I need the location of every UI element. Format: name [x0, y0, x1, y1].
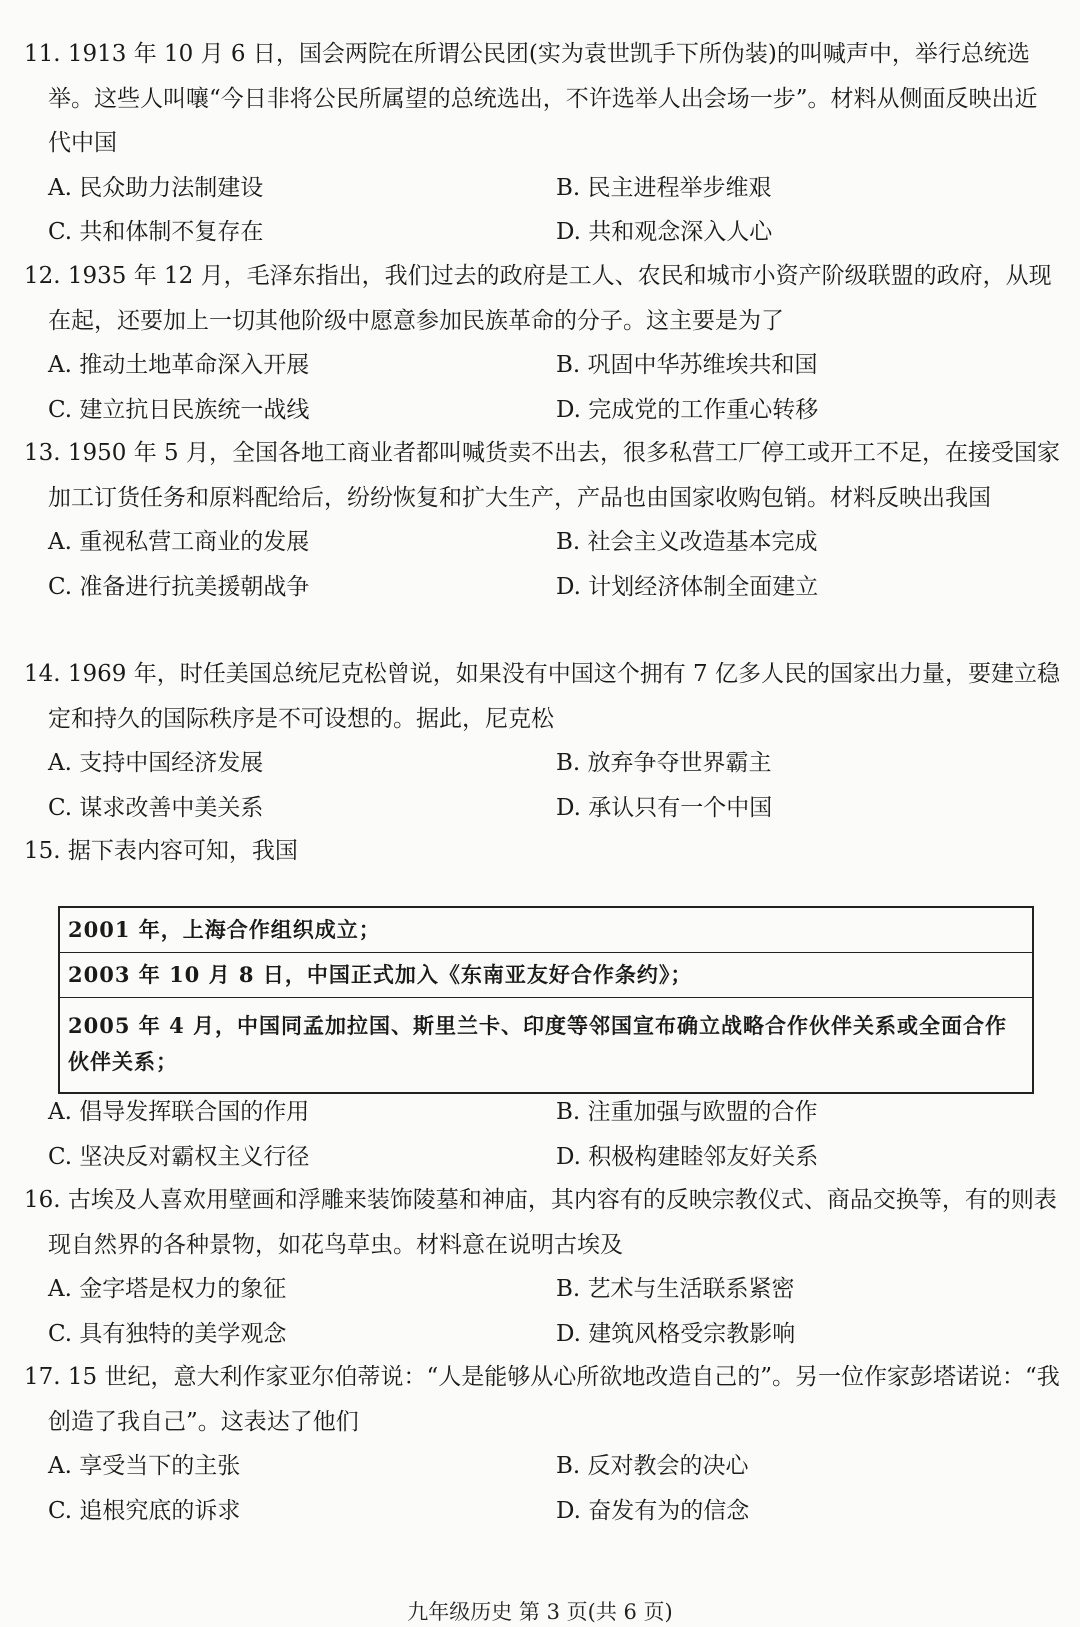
question-16 — [24, 1178, 1060, 1356]
table-cell: 2001 年，上海合作组织成立； — [59, 907, 1033, 953]
question-stem: 14. 1969 年，时任美国总统尼克松曾说，如果没有中国这个拥有 7 亿多人民的国家出力量，要建立稳定和持久的国际秩序是不可设想的。据此，尼克松 — [24, 661, 1060, 732]
option-c: C. 具有独特的美学观念 — [48, 1320, 287, 1347]
option-c: C. 共和体制不复存在 — [48, 219, 264, 245]
option-c: C. 准备进行抗美援朝战争 — [48, 573, 310, 600]
question-15 — [24, 829, 1060, 874]
table-row — [59, 998, 1033, 1094]
options — [24, 1090, 1060, 1179]
option-a: A. 金字塔是权力的象征 — [48, 1276, 287, 1302]
question-stem: 13. 1950 年 5 月，全国各地工商业者都叫喊货卖不出去，很多私营工厂停工或开工不足，在接受国家加工订货任务和原料配给后，纷纷恢复和扩大生产，产品也由国家收购包销。材料反映出我国 — [24, 440, 1060, 511]
question-13 — [24, 431, 1060, 609]
option-b: B. 社会主义改造基本完成 — [556, 529, 818, 555]
options — [24, 520, 1060, 609]
question-stem: 12. 1935 年 12 月，毛泽东指出，我们过去的政府是工人、农民和城市小资产阶级联盟的政府，从现在起，还要加上一切其他阶级中愿意参加民族革命的分子。这主要是为了 — [24, 263, 1052, 334]
option-c: C. 建立抗日民族统一战线 — [48, 396, 310, 423]
option-c: C. 坚决反对霸权主义行径 — [48, 1143, 310, 1170]
options — [24, 343, 1060, 432]
table-row — [59, 953, 1033, 998]
option-b: B. 反对教会的决心 — [556, 1453, 749, 1479]
question-stem: 17. 15 世纪，意大利作家亚尔伯蒂说：“人是能够从心所欲地改造自己的”。另一位作家彭塔诺说：“我创造了我自己”。这表达了他们 — [24, 1364, 1060, 1435]
option-d: D. 完成党的工作重心转移 — [556, 396, 819, 423]
option-d: D. 建筑风格受宗教影响 — [556, 1320, 796, 1347]
option-d: D. 积极构建睦邻友好关系 — [556, 1143, 819, 1170]
question-stem: 11. 1913 年 10 月 6 日，国会两院在所谓公民团(实为袁世凯手下所伪装)的叫喊声中，举行总统选举。这些人叫嚷“今日非将公民所属望的总统选出，不许选举人出会场一步”。材料从侧面反映出近代中国 — [24, 41, 1038, 156]
option-d: D. 奋发有为的信念 — [556, 1497, 750, 1524]
question-14 — [24, 652, 1060, 830]
option-c: C. 追根究底的诉求 — [48, 1497, 241, 1524]
option-b: B. 放弃争夺世界霸主 — [556, 750, 772, 776]
question-17 — [24, 1355, 1060, 1533]
options — [24, 166, 1060, 255]
option-a: A. 支持中国经济发展 — [48, 750, 264, 776]
option-b: B. 民主进程举步维艰 — [556, 174, 772, 201]
option-a: A. 推动土地革命深入开展 — [48, 352, 310, 378]
options — [24, 1444, 1060, 1533]
question-stem: 15. 据下表内容可知，我国 — [24, 838, 298, 864]
material-table — [58, 906, 1034, 1094]
table-cell: 2003 年 10 月 8 日，中国正式加入《东南亚友好合作条约》； — [59, 953, 1033, 998]
options — [24, 741, 1060, 830]
option-d: D. 承认只有一个中国 — [556, 794, 773, 821]
option-a: A. 民众助力法制建设 — [48, 174, 264, 201]
option-a: A. 享受当下的主张 — [48, 1453, 241, 1479]
table-row — [59, 907, 1033, 953]
option-d: D. 计划经济体制全面建立 — [556, 573, 819, 600]
option-b: B. 注重加强与欧盟的合作 — [556, 1099, 818, 1125]
option-b: B. 艺术与生活联系紧密 — [556, 1276, 795, 1302]
option-b: B. 巩固中华苏维埃共和国 — [556, 352, 818, 378]
option-a: A. 重视私营工商业的发展 — [48, 529, 310, 555]
question-11 — [24, 32, 1060, 255]
option-c: C. 谋求改善中美关系 — [48, 794, 264, 821]
question-stem: 16. 古埃及人喜欢用壁画和浮雕来装饰陵墓和神庙，其内容有的反映宗教仪式、商品交换等，有的则表现自然界的各种景物，如花鸟草虫。材料意在说明古埃及 — [24, 1187, 1057, 1258]
question-15-options — [24, 1090, 1060, 1179]
option-a: A. 倡导发挥联合国的作用 — [48, 1099, 310, 1125]
option-d: D. 共和观念深入人心 — [556, 219, 773, 245]
page-footer: 九年级历史 第 3 页(共 6 页) — [407, 1600, 673, 1624]
options — [24, 1267, 1060, 1356]
question-12 — [24, 254, 1060, 432]
table-cell: 2005 年 4 月，中国同孟加拉国、斯里兰卡、印度等邻国宣布确立战略合作伙伴关系或全面合作伙伴关系； — [59, 998, 1033, 1094]
